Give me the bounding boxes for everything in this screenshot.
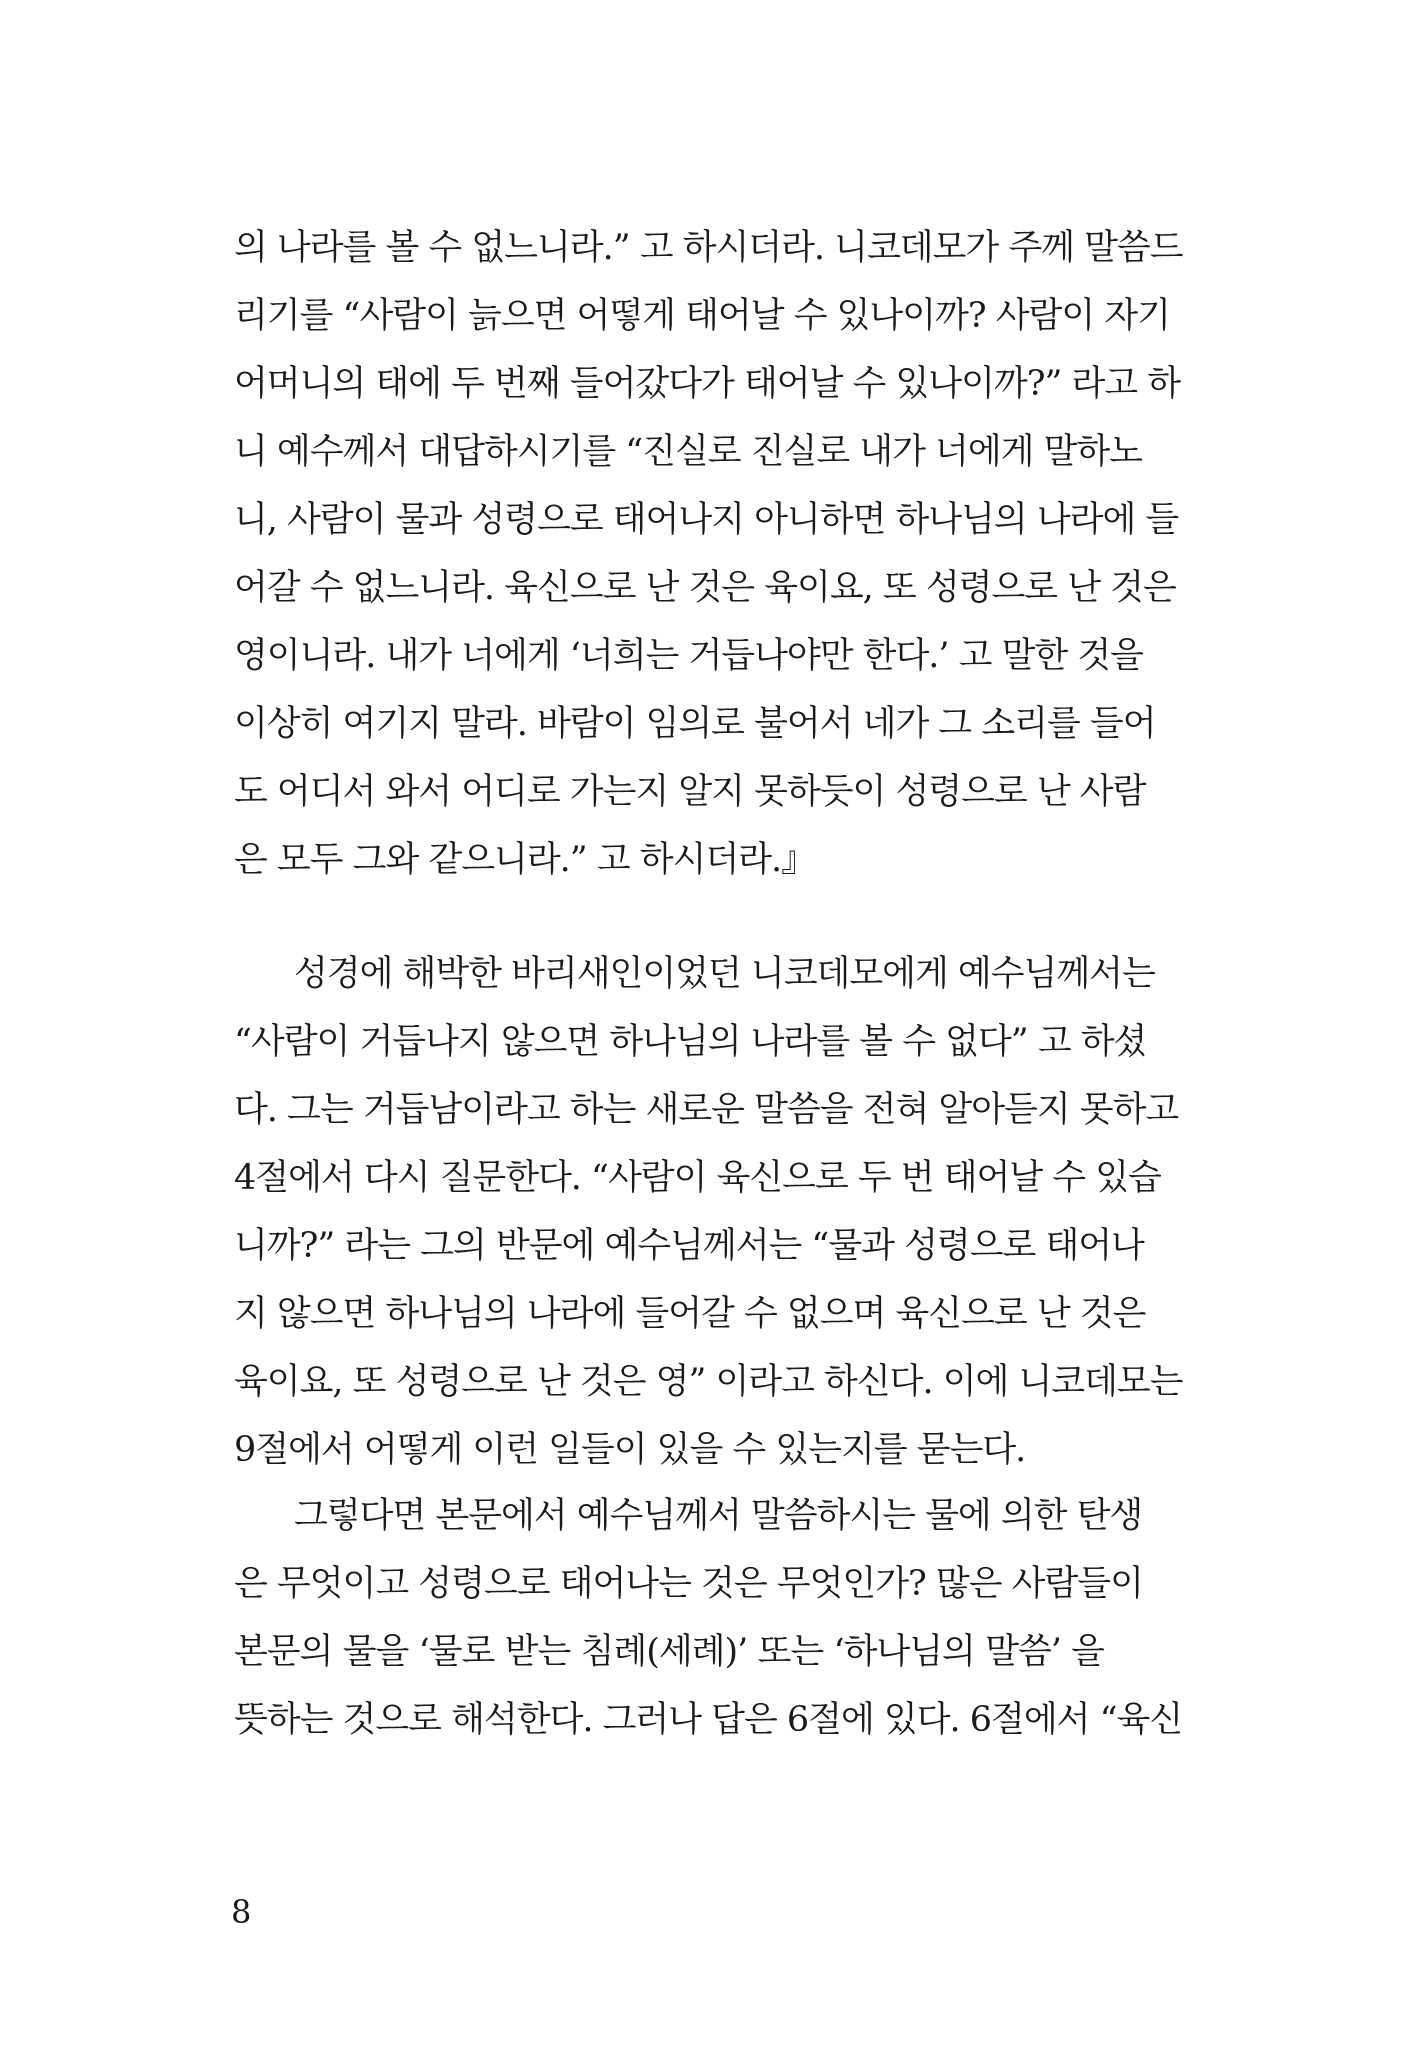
text-line: 니까?” 라는 그의 반문에 예수님께서는 “물과 성령으로 태어나 [234,1226,1144,1266]
text-line: 뜻하는 것으로 해석한다. 그러나 답은 6절에 있다. 6절에서 “육신 [234,1700,1183,1740]
text-line: 리기를 “사람이 늙으면 어떻게 태어날 수 있나이까? 사람이 자기 [234,296,1170,336]
text-line: 그렇다면 본문에서 예수님께서 말씀하시는 물에 의한 탄생 [294,1496,1143,1536]
text-line: 니 예수께서 대답하시기를 “진실로 진실로 내가 너에게 말하노 [234,432,1143,472]
scripture-quote-block [234,214,1183,894]
text-line: 다. 그는 거듭남이라고 하는 새로운 말씀을 전혀 알아듣지 못하고 [234,1090,1179,1130]
text-line: 9절에서 어떻게 이런 일들이 있을 수 있는지를 묻는다. [234,1430,1026,1470]
text-line: 성경에 해박한 바리새인이었던 니코데모에게 예수님께서는 [294,954,1155,994]
text-line: 4절에서 다시 질문한다. “사람이 육신으로 두 번 태어날 수 있습 [234,1158,1161,1198]
text-line: 이상히 여기지 말라. 바람이 임의로 불어서 네가 그 소리를 들어 [234,704,1156,744]
text-line: 의 나라를 볼 수 없느니라.” 고 하시더라. 니코데모가 주께 말씀드 [234,228,1183,268]
text-line: 도 어디서 와서 어디로 가는지 알지 못하듯이 성령으로 난 사람 [234,772,1146,812]
text-line: 육이요, 또 성령으로 난 것은 영” 이라고 하신다. 이에 니코데모는 [234,1362,1183,1402]
text-line: 영이니라. 내가 너에게 ‘너희는 거듭나야만 한다.’ 고 말한 것을 [234,636,1143,676]
text-line: 본문의 물을 ‘물로 받는 침례(세례)’ 또는 ‘하나님의 말씀’ 을 [234,1632,1104,1672]
text-line: 은 무엇이고 성령으로 태어나는 것은 무엇인가? 많은 사람들이 [234,1564,1143,1604]
text-line: 어갈 수 없느니라. 육신으로 난 것은 육이요, 또 성령으로 난 것은 [234,568,1176,608]
page-number: 8 [231,1893,252,1931]
text-line: 지 않으면 하나님의 나라에 들어갈 수 없으며 육신으로 난 것은 [234,1294,1146,1334]
paragraph-2 [234,1482,1183,1754]
paragraph-1 [234,940,1183,1484]
text-line: “사람이 거듭나지 않으면 하나님의 나라를 볼 수 없다” 고 하셨 [234,1022,1147,1062]
text-line: 니, 사람이 물과 성령으로 태어나지 아니하면 하나님의 나라에 들 [234,500,1179,540]
text-line: 어머니의 태에 두 번째 들어갔다가 태어날 수 있나이까?” 라고 하 [234,364,1181,404]
text-line: 은 모두 그와 같으니라.” 고 하시더라.』 [234,840,816,880]
